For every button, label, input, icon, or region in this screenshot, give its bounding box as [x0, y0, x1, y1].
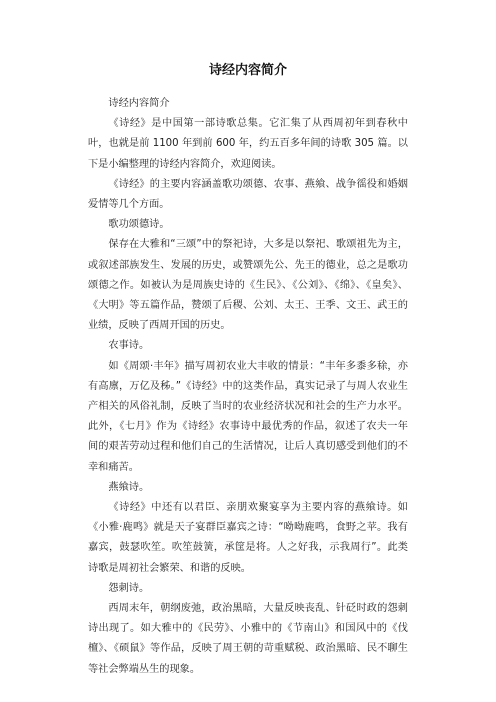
section-heading-farming: 农事诗。 [108, 340, 150, 352]
paragraph-farming: 如《周颂·丰年》描写周初农业大丰收的情景：“丰年多黍多稌，亦有高廪，万亿及秭。”《诗经》中的这类作品，真实记录了与周人农业生产相关的风俗礼制，反映了当时的农业经济状况和社会的生产力水平。此外，《七月》作为《诗经》农事诗中最优秀的作品，叙述了农夫一年间的艰苦劳动过程和他们自己的生活情况，让后人真切感受到他们的不幸和痛苦。 [88, 360, 408, 473]
paragraph-praise: 保存在大雅和“三颂”中的祭祀诗，大多是以祭祀、歌颂祖先为主，或叙述部族发生、发展的历史，或赞颂先公、先王的德业，总之是歌功颂德之作。如被认为是周族史诗的《生民》、《公刘》、《绵》、《皇矣》、《大明》等五篇作品，赞颂了后稷、公刘、太王、王季、文王、武王的业绩，反映了西周开国的历史。 [88, 239, 408, 332]
paragraph-intro-heading: 诗经内容简介 [108, 98, 170, 109]
section-heading-banquet: 燕飨诗。 [108, 481, 150, 493]
document-body [88, 94, 408, 680]
paragraph-overview: 《诗经》的主要内容涵盖歌功颂德、农事、燕飨、战争徭役和婚姻爱情等几个方面。 [88, 178, 408, 211]
section-heading-praise: 歌功颂德诗。 [108, 219, 170, 231]
paragraph-banquet: 《诗经》中还有以君臣、亲朋欢聚宴享为主要内容的燕飨诗。如《小雅·鹿鸣》就是天子宴群臣嘉宾之诗：“呦呦鹿鸣，食野之苹。我有嘉宾，鼓瑟吹笙。吹笙鼓簧，承筐是将。人之好我，示我周行”。此类诗歌是周初社会繁荣、和谐的反映。 [88, 502, 408, 574]
paragraph-intro: 《诗经》是中国第一部诗歌总集。它汇集了从西周初年到春秋中叶，也就是前 1100 年到前 600 年，约五百多年间的诗歌 305 篇。以下是小编整理的诗经内容简介，欢迎阅读。 [88, 118, 408, 170]
section-heading-satire: 怨刺诗。 [108, 582, 150, 594]
page-title: 诗经内容简介 [208, 63, 287, 78]
paragraph-satire: 西周末年，朝纲废弛，政治黑暗，大量反映丧乱、针砭时政的怨刺诗出现了。如大雅中的《民劳》、小雅中的《节南山》和国风中的《伐檀》、《硕鼠》等作品，反映了周王朝的苛重赋税、政治黑暗、民不聊生等社会弊端丛生的现象。 [88, 603, 408, 675]
